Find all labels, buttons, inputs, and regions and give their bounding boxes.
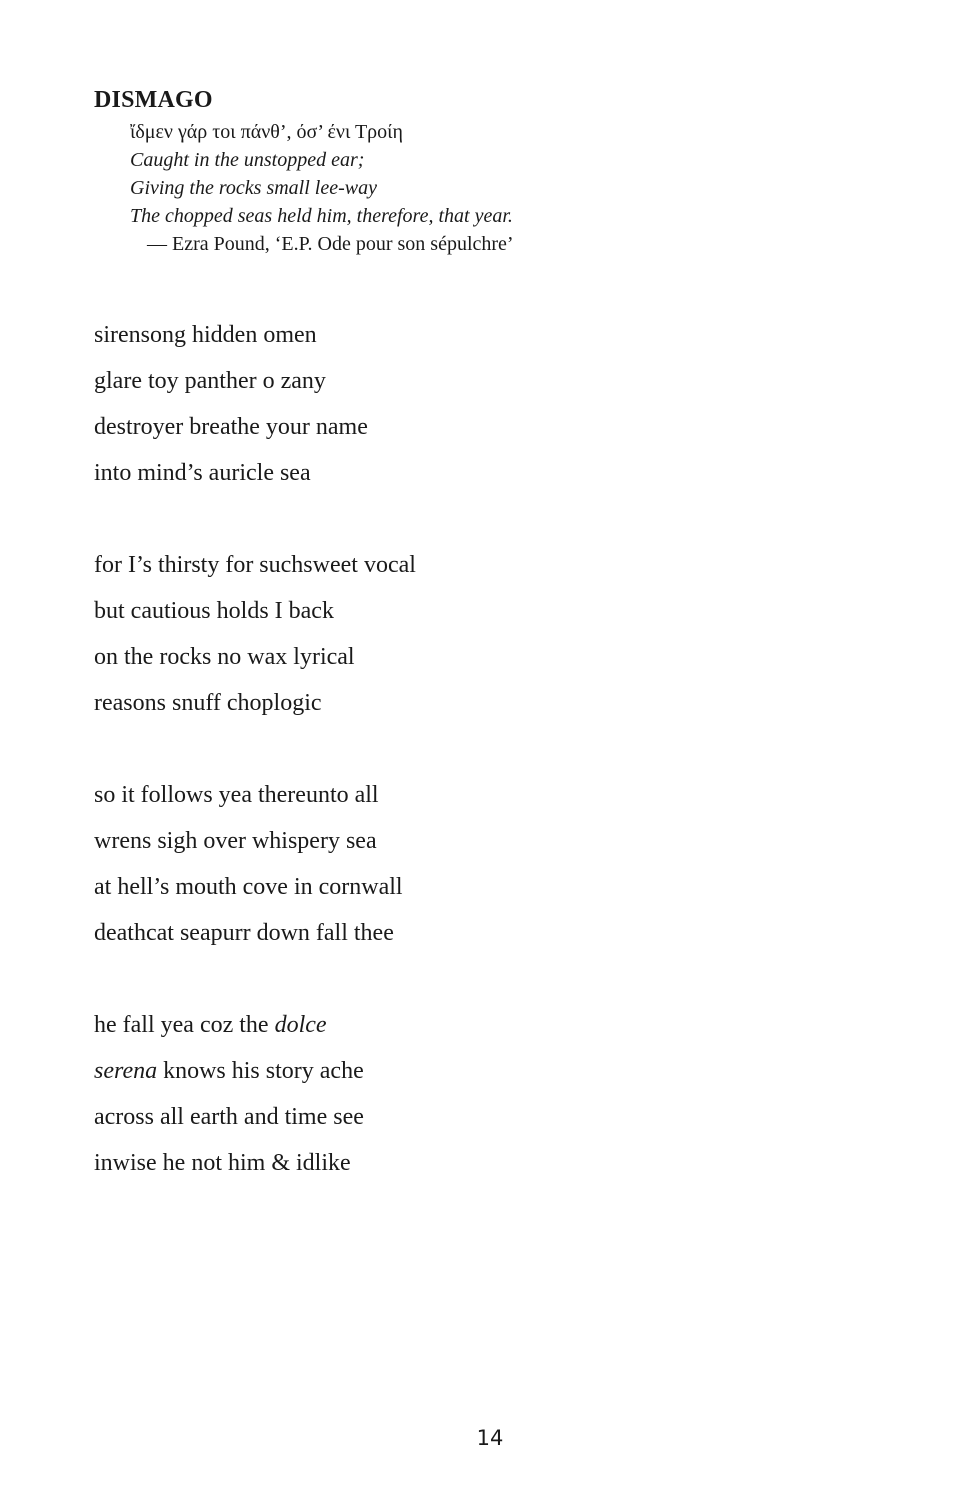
verse-line: destroyer breathe your name: [94, 414, 368, 440]
verse-text: knows his story ache: [157, 1058, 364, 1084]
epigraph: [130, 118, 514, 258]
verse-italic-word: serena: [94, 1058, 158, 1084]
verse-line: into mind’s auricle sea: [94, 460, 311, 486]
verse-text: he fall yea coz the: [94, 1012, 275, 1038]
verse-line: inwise he not him & idlike: [94, 1150, 351, 1176]
verse-line: wrens sigh over whispery sea: [94, 828, 377, 854]
verse-line: on the rocks no wax lyrical: [94, 644, 355, 670]
epigraph-line: Caught in the unstopped ear;: [130, 149, 365, 171]
verse-line: across all earth and time see: [94, 1104, 364, 1130]
poem-title: DISMAGO: [94, 87, 213, 113]
epigraph-line: Giving the rocks small lee-way: [130, 177, 377, 199]
verse-line: deathcat seapurr down fall thee: [94, 920, 394, 946]
verse-line: reasons snuff choplogic: [94, 690, 322, 716]
page-number: 14: [476, 1426, 504, 1450]
stanza-1: [94, 312, 416, 496]
stanza-2: [94, 542, 416, 726]
verse-line: at hell’s mouth cove in cornwall: [94, 874, 403, 900]
poem-body: [94, 312, 416, 1232]
stanza-3: [94, 772, 416, 956]
verse-line: [94, 1002, 416, 1048]
epigraph-greek-line: ἴδμεν γάρ τοι πάνθ’, όσ’ ένι Τροίη: [130, 121, 403, 143]
verse-line: sirensong hidden omen: [94, 322, 317, 348]
verse-italic-word: dolce: [274, 1012, 327, 1038]
stanza-4: [94, 1002, 416, 1186]
verse-line: glare toy panther o zany: [94, 368, 326, 394]
verse-line: [94, 1048, 416, 1094]
verse-line: for I’s thirsty for suchsweet vocal: [94, 552, 416, 578]
epigraph-attribution: — Ezra Pound, ‘E.P. Ode pour son sépulchre’: [147, 233, 514, 255]
verse-line: so it follows yea thereunto all: [94, 782, 379, 808]
epigraph-line: The chopped seas held him, therefore, that year.: [130, 205, 513, 227]
verse-line: but cautious holds I back: [94, 598, 334, 624]
